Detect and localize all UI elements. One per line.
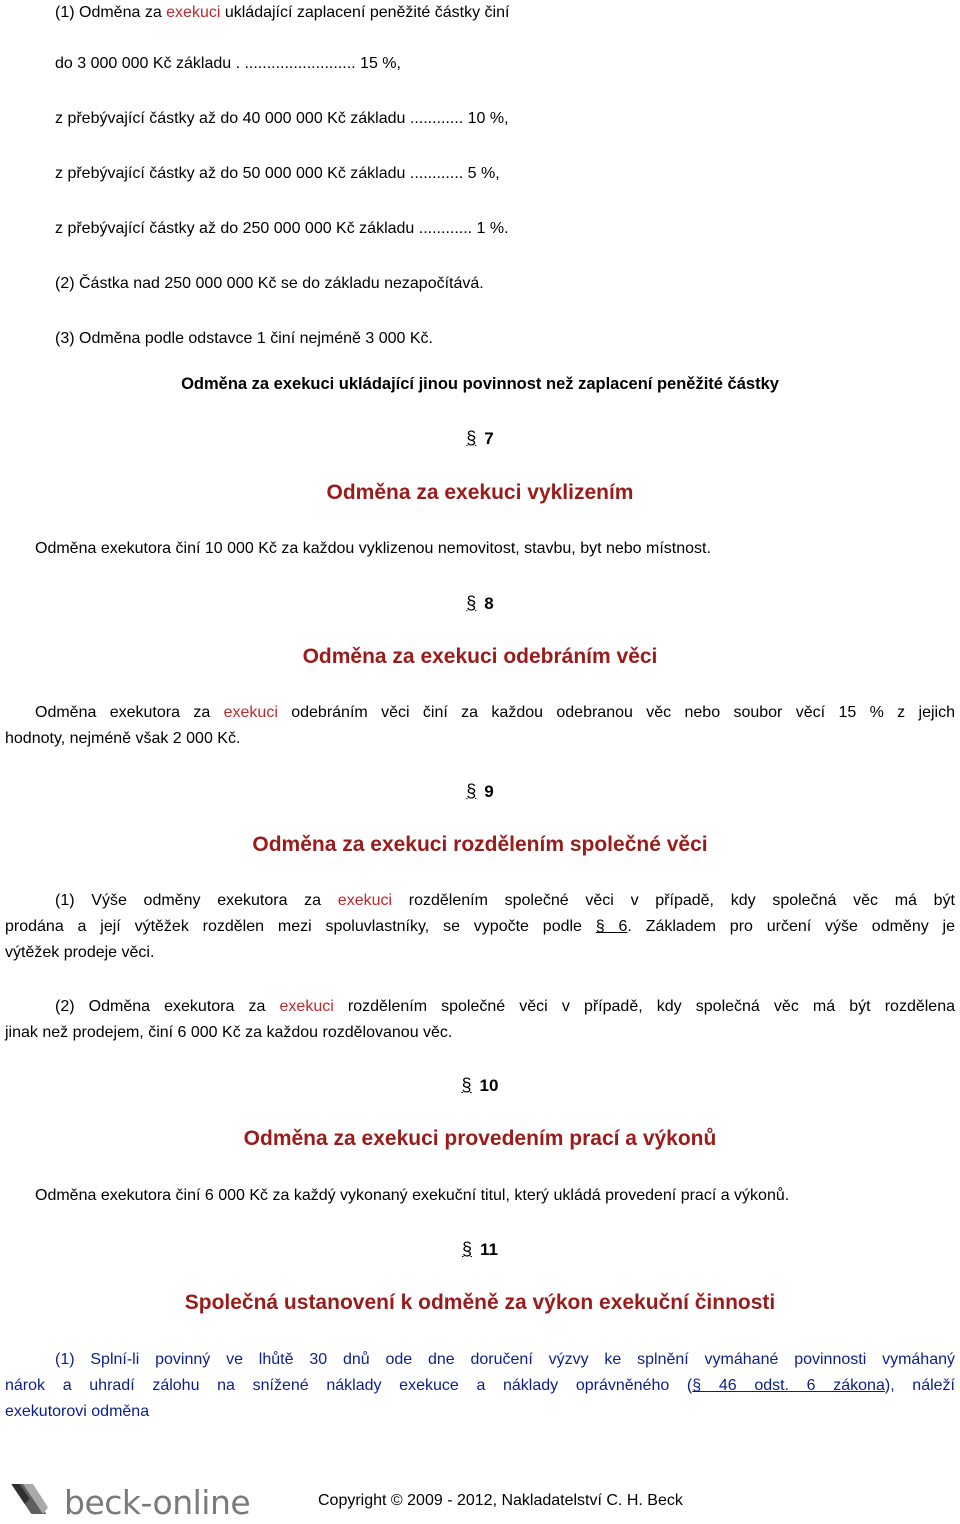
section-9-p2-line-1 <box>55 997 955 1017</box>
s6-para-3: (3) Odměna podle odstavce 1 činí nejméně 3 000 Kč. <box>55 330 433 347</box>
rate-row-1: do 3 000 000 Kč základu . ......................... 15 %, <box>55 55 401 72</box>
section-sign: § <box>466 781 477 801</box>
exekuci-link[interactable]: exekuci <box>279 998 334 1015</box>
section-9-p2-line-2: jinak než prodejem, činí 6 000 Kč za každou rozdělovanou věc. <box>5 1024 453 1041</box>
section-9-p1-line-2 <box>5 917 955 937</box>
copyright: Copyright © 2009 - 2012, Nakladatelství C. H. Beck <box>318 1492 683 1509</box>
part-heading: Odměna za exekuci ukládající jinou povinnost než zaplacení peněžité částky <box>181 375 779 393</box>
section-9-p1-line-1 <box>55 891 955 911</box>
section-sign: § <box>466 428 477 448</box>
exekuci-link[interactable]: exekuci <box>337 892 393 909</box>
section-11-line-2 <box>5 1376 955 1396</box>
beck-online-logo-text: beck-online <box>64 1483 251 1522</box>
section-number: 11 <box>480 1240 498 1259</box>
section-sign: § <box>462 1239 473 1259</box>
section-10-number <box>0 1075 960 1096</box>
section-7-title: Odměna za exekuci vyklizením <box>326 481 634 504</box>
section-10-text: Odměna exekutora činí 6 000 Kč za každý vykonaný exekuční titul, který ukládá provedení prací a výkonů. <box>35 1187 790 1204</box>
section-9-title: Odměna za exekuci rozdělením společné věci <box>252 833 708 856</box>
text: . Základem pro určení výše odměny je <box>627 918 956 935</box>
section-number: 10 <box>479 1076 499 1095</box>
section-10-title: Odměna za exekuci provedením prací a výkonů <box>243 1127 717 1150</box>
text: rozdělením společné věci v případě, kdy společná věc má být rozdělena <box>333 998 955 1015</box>
section-11-number <box>0 1239 960 1260</box>
section-number: 7 <box>484 429 494 448</box>
text: rozdělením společné věci v případě, kdy společná věc má být <box>392 892 955 909</box>
text: prodána a její výtěžek rozdělen mezi spoluvlastníky, se vypočte podle <box>5 918 596 935</box>
section-reference-link[interactable]: § 46 odst. 6 zákona <box>692 1377 885 1394</box>
beck-online-logo-icon <box>8 1478 58 1520</box>
section-number: 9 <box>484 782 494 801</box>
section-8-title: Odměna za exekuci odebráním věci <box>302 645 658 668</box>
section-sign: § <box>461 1075 472 1095</box>
section-9-number <box>0 781 960 802</box>
section-reference-link[interactable]: § 6 <box>595 918 628 935</box>
section-sign: § <box>466 593 477 613</box>
section-7-text: Odměna exekutora činí 10 000 Kč za každou vyklizenou nemovitost, stavbu, byt nebo místnost. <box>35 540 711 557</box>
section-11-title: Společná ustanovení k odměně za výkon exekuční činnosti <box>184 1291 776 1314</box>
exekuci-link[interactable]: exekuci <box>223 704 278 721</box>
text: nárok a uhradí zálohu na snížené náklady exekuce a náklady oprávněného ( <box>5 1377 693 1394</box>
section-8-line-2: hodnoty, nejméně však 2 000 Kč. <box>5 730 241 747</box>
section-number: 8 <box>484 594 494 613</box>
section-11-line-1: (1) Splní-li povinný ve lhůtě 30 dnů ode dne doručení výzvy ke splnění vymáhané povinnosti vymáhaný <box>55 1351 955 1368</box>
section-8-text-end: odebráním věci činí za každou odebranou věc nebo soubor věcí 15 % z jejich <box>277 704 956 721</box>
section-9-p1-line-3: výtěžek prodeje věci. <box>5 944 155 961</box>
text: (1) Výše odměny exekutora za <box>55 892 338 909</box>
text: ), náleží <box>884 1377 956 1394</box>
text: (2) Odměna exekutora za <box>55 998 280 1015</box>
section-7-number <box>0 428 960 449</box>
section-11-line-3: exekutorovi odměna <box>5 1403 150 1420</box>
section-8-text: Odměna exekutora za <box>35 704 224 721</box>
s6-para-1-text-end: ukládající zaplacení peněžité částky činí <box>220 4 510 21</box>
s6-para-2: (2) Částka nad 250 000 000 Kč se do základu nezapočítává. <box>55 275 484 292</box>
rate-row-2: z přebývající částky až do 40 000 000 Kč základu ............ 10 %, <box>55 110 509 127</box>
s6-para-1 <box>55 3 509 23</box>
section-8-number <box>0 593 960 614</box>
rate-row-3: z přebývající částky až do 50 000 000 Kč základu ............ 5 %, <box>55 165 500 182</box>
exekuci-link[interactable]: exekuci <box>166 4 221 21</box>
rate-row-4: z přebývající částky až do 250 000 000 Kč základu ............ 1 %. <box>55 220 509 237</box>
section-8-line-1 <box>5 703 955 723</box>
s6-para-1-text: (1) Odměna za <box>55 4 167 21</box>
